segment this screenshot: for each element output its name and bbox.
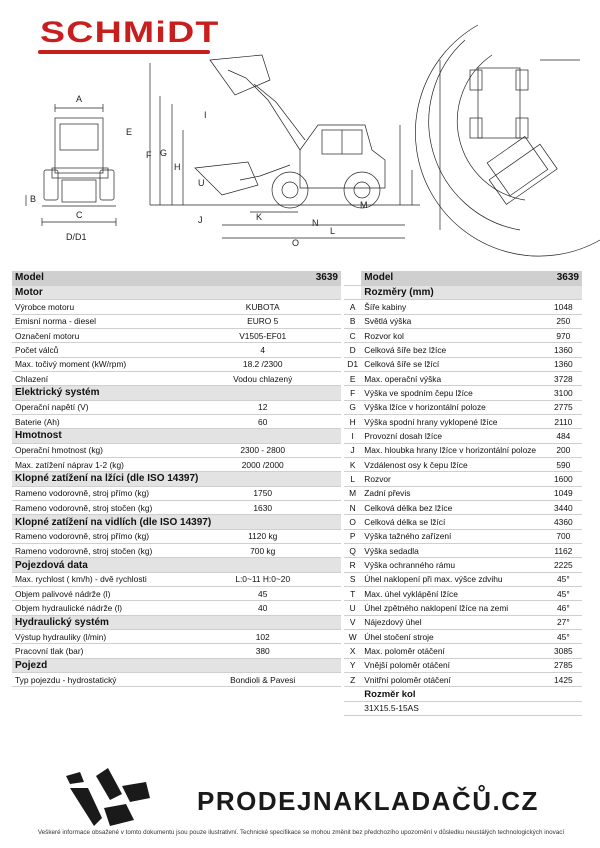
section-title: Motor bbox=[12, 285, 341, 299]
dimension-label: Max. hloubka hrany lžíce v horizontální poloze bbox=[361, 443, 544, 457]
dimension-letter: U bbox=[344, 601, 361, 615]
dimension-value: 2225 bbox=[545, 558, 582, 572]
dimension-letter: K bbox=[344, 457, 361, 471]
section-header bbox=[12, 515, 341, 529]
spec-value: 2300 - 2800 bbox=[184, 443, 341, 457]
dimension-value: 2775 bbox=[545, 400, 582, 414]
dimension-letter: A bbox=[344, 300, 361, 314]
spec-label: Typ pojezdu - hydrostatický bbox=[12, 673, 184, 687]
letter-spacer bbox=[344, 701, 361, 715]
dimension-label: Výška ve spodním čepu lžíce bbox=[361, 386, 544, 400]
dimension-value: 970 bbox=[545, 328, 582, 342]
dimension-letter: F bbox=[344, 386, 361, 400]
front-view bbox=[26, 104, 116, 226]
tire-value-row bbox=[344, 701, 582, 715]
section-header bbox=[12, 658, 341, 672]
dim-label-i: I bbox=[204, 110, 207, 120]
dimension-row bbox=[344, 558, 582, 572]
right-header-row bbox=[344, 271, 582, 285]
dimension-row bbox=[344, 386, 582, 400]
spec-label: Rameno vodorovně, stroj stočen (kg) bbox=[12, 544, 184, 558]
dimension-row bbox=[344, 371, 582, 385]
dimension-label: Celková šíře bez lžíce bbox=[361, 343, 544, 357]
tire-title: Rozměr kol bbox=[361, 687, 582, 701]
loader-drawing bbox=[0, 0, 600, 262]
spec-row bbox=[12, 457, 341, 471]
dimension-letter: O bbox=[344, 515, 361, 529]
dim-label-o: O bbox=[292, 238, 300, 248]
dimension-letter: S bbox=[344, 572, 361, 586]
dimension-letter: L bbox=[344, 472, 361, 486]
spec-row bbox=[12, 443, 341, 457]
footer-brand: PRODEJNAKLADAČŮ.CZ bbox=[197, 786, 539, 816]
dimension-label: Rozvor bbox=[361, 472, 544, 486]
dimension-label: Úhel stočení stroje bbox=[361, 630, 544, 644]
dimension-value: 700 bbox=[545, 529, 582, 543]
spec-value: 1120 kg bbox=[184, 529, 341, 543]
dimension-letter: T bbox=[344, 587, 361, 601]
dimension-label: Vzdálenost osy k čepu lžíce bbox=[361, 457, 544, 471]
spec-row bbox=[12, 544, 341, 558]
dimension-letter: D1 bbox=[344, 357, 361, 371]
spec-row bbox=[12, 673, 341, 687]
dimension-letter: W bbox=[344, 630, 361, 644]
spec-row bbox=[12, 501, 341, 515]
dimension-letter: I bbox=[344, 429, 361, 443]
brand-logo: SCHMiDT bbox=[40, 16, 220, 49]
spec-row bbox=[12, 644, 341, 658]
section-header bbox=[12, 285, 341, 299]
dim-label-u: U bbox=[198, 178, 205, 188]
dimension-row bbox=[344, 529, 582, 543]
dimension-letter: J bbox=[344, 443, 361, 457]
dim-label-dd1: D/D1 bbox=[66, 232, 87, 242]
dimension-row bbox=[344, 486, 582, 500]
dimension-value: 250 bbox=[545, 314, 582, 328]
spec-label: Operační napětí (V) bbox=[12, 400, 184, 414]
dimension-label: Provozní dosah lžíce bbox=[361, 429, 544, 443]
dimension-label: Zadní převis bbox=[361, 486, 544, 500]
spec-row bbox=[12, 587, 341, 601]
dimension-label: Úhel naklopení při max. výšce zdvihu bbox=[361, 572, 544, 586]
dimension-row bbox=[344, 572, 582, 586]
dimension-value: 2110 bbox=[545, 414, 582, 428]
spec-label: Rameno vodorovně, stroj přímo (kg) bbox=[12, 529, 184, 543]
dimension-row bbox=[344, 343, 582, 357]
dimension-row bbox=[344, 673, 582, 687]
spec-label: Rameno vodorovně, stroj stočen (kg) bbox=[12, 501, 184, 515]
dimension-letter: H bbox=[344, 414, 361, 428]
section-title: Klopné zatížení na lžíci (dle ISO 14397) bbox=[12, 472, 341, 486]
dimension-row bbox=[344, 300, 582, 314]
footer-logo-icon bbox=[66, 768, 150, 826]
dimension-value: 1600 bbox=[545, 472, 582, 486]
dim-label-h: H bbox=[174, 162, 181, 172]
dimension-letter: C bbox=[344, 328, 361, 342]
dimension-value: 1360 bbox=[545, 357, 582, 371]
dimension-row bbox=[344, 472, 582, 486]
dim-label-b: B bbox=[30, 194, 37, 204]
spec-value: 45 bbox=[184, 587, 341, 601]
left-header-model: Model bbox=[12, 271, 184, 285]
dimension-value: 2785 bbox=[545, 658, 582, 672]
section-header bbox=[12, 472, 341, 486]
spec-row bbox=[12, 371, 341, 385]
spec-value: 12 bbox=[184, 400, 341, 414]
section-title: Rozměry (mm) bbox=[361, 285, 582, 299]
top-view bbox=[415, 25, 600, 256]
dimension-label: Celková délka bez lžíce bbox=[361, 501, 544, 515]
dimension-row bbox=[344, 644, 582, 658]
spec-label: Operační hmotnost (kg) bbox=[12, 443, 184, 457]
spec-label: Objem hydraulické nádrže (l) bbox=[12, 601, 184, 615]
dimension-row bbox=[344, 457, 582, 471]
spec-label: Objem palivové nádrže (l) bbox=[12, 587, 184, 601]
dimension-letter: E bbox=[344, 371, 361, 385]
spec-label: Výrobce motoru bbox=[12, 300, 184, 314]
dimension-row bbox=[344, 544, 582, 558]
dim-label-l: L bbox=[330, 226, 336, 236]
spec-value: 60 bbox=[184, 414, 341, 428]
dimension-label: Rozvor kol bbox=[361, 328, 544, 342]
dimension-label: Výška ochranného rámu bbox=[361, 558, 544, 572]
dimension-label: Nájezdový úhel bbox=[361, 615, 544, 629]
dimension-row bbox=[344, 615, 582, 629]
dimension-letter: X bbox=[344, 644, 361, 658]
spec-value: 2000 /2000 bbox=[184, 457, 341, 471]
spec-row bbox=[12, 601, 341, 615]
dimension-value: 1162 bbox=[545, 544, 582, 558]
spec-value: 380 bbox=[184, 644, 341, 658]
spec-value: V1505-EF01 bbox=[184, 328, 341, 342]
dimension-letter: Z bbox=[344, 673, 361, 687]
spec-value: 4 bbox=[184, 343, 341, 357]
spec-table-left bbox=[12, 271, 341, 687]
dimension-label: Max. úhel vyklápění lžíce bbox=[361, 587, 544, 601]
spec-label: Chlazení bbox=[12, 371, 184, 385]
spec-label: Výstup hydrauliky (l/min) bbox=[12, 630, 184, 644]
dimension-value: 3728 bbox=[545, 371, 582, 385]
spec-label: Emisní norma - diesel bbox=[12, 314, 184, 328]
dimension-label: Šíře kabiny bbox=[361, 300, 544, 314]
dimension-row bbox=[344, 443, 582, 457]
dim-label-n: N bbox=[312, 218, 319, 228]
dimension-value: 1360 bbox=[545, 343, 582, 357]
dimension-row bbox=[344, 587, 582, 601]
section-title: Hydraulický systém bbox=[12, 615, 341, 629]
spec-label: Max. rychlost ( km/h) - dvě rychlosti bbox=[12, 572, 184, 586]
spec-row bbox=[12, 300, 341, 314]
dimension-row bbox=[344, 328, 582, 342]
dimension-value: 45° bbox=[545, 630, 582, 644]
spec-row bbox=[12, 357, 341, 371]
dimension-row bbox=[344, 601, 582, 615]
spec-value: 1630 bbox=[184, 501, 341, 515]
spec-label: Max. zatížení náprav 1-2 (kg) bbox=[12, 457, 184, 471]
dimension-letter: N bbox=[344, 501, 361, 515]
footer-disclaimer: Veškeré informace obsažené v tomto dokumentu jsou pouze ilustrativní. Technické specifikace se mohou změnit bez předchozího upozornění v důsledku neustálých technologických inovací bbox=[37, 829, 565, 836]
dimension-value: 1048 bbox=[545, 300, 582, 314]
spec-row bbox=[12, 572, 341, 586]
letter-spacer bbox=[344, 687, 361, 701]
dimension-row bbox=[344, 501, 582, 515]
dimension-label: Výška sedadla bbox=[361, 544, 544, 558]
dimension-value: 1425 bbox=[545, 673, 582, 687]
dimension-value: 27° bbox=[545, 615, 582, 629]
section-title: Pojezdová data bbox=[12, 558, 341, 572]
dimension-letter: M bbox=[344, 486, 361, 500]
spec-value: 40 bbox=[184, 601, 341, 615]
spec-value: 1750 bbox=[184, 486, 341, 500]
dimension-label: Vnější poloměr otáčení bbox=[361, 658, 544, 672]
section-title: Hmotnost bbox=[12, 429, 341, 443]
dimension-letter: R bbox=[344, 558, 361, 572]
dimension-value: 200 bbox=[545, 443, 582, 457]
spec-row bbox=[12, 486, 341, 500]
spec-label: Označení motoru bbox=[12, 328, 184, 342]
tire-value: 31X15.5-15AS bbox=[361, 701, 582, 715]
section-title: Pojezd bbox=[12, 658, 341, 672]
spec-value: EURO 5 bbox=[184, 314, 341, 328]
section-header bbox=[12, 386, 341, 400]
spec-value: L:0~11 H:0~20 bbox=[184, 572, 341, 586]
spec-value: 700 kg bbox=[184, 544, 341, 558]
spec-row bbox=[12, 400, 341, 414]
spec-label: Počet válců bbox=[12, 343, 184, 357]
dimension-value: 3440 bbox=[545, 501, 582, 515]
left-header-value: 3639 bbox=[184, 271, 341, 285]
letter-spacer bbox=[344, 285, 361, 299]
tire-title-row bbox=[344, 687, 582, 701]
section-header bbox=[12, 615, 341, 629]
dimension-row bbox=[344, 429, 582, 443]
dimension-value: 45° bbox=[545, 587, 582, 601]
dimension-value: 484 bbox=[545, 429, 582, 443]
dimension-row bbox=[344, 314, 582, 328]
dim-label-j: J bbox=[198, 215, 203, 225]
spec-row bbox=[12, 630, 341, 644]
dimension-value: 3100 bbox=[545, 386, 582, 400]
dimension-value: 590 bbox=[545, 457, 582, 471]
dimension-row bbox=[344, 400, 582, 414]
dimension-letter: G bbox=[344, 400, 361, 414]
section-header bbox=[12, 429, 341, 443]
dimension-label: Výška lžíce v horizontální poloze bbox=[361, 400, 544, 414]
spec-value: Vodou chlazený bbox=[184, 371, 341, 385]
dimension-letter: D bbox=[344, 343, 361, 357]
spec-row bbox=[12, 529, 341, 543]
dimension-row bbox=[344, 414, 582, 428]
dimension-label: Celková šíře se lžící bbox=[361, 357, 544, 371]
dim-label-g: G bbox=[160, 148, 168, 158]
side-view bbox=[150, 55, 420, 238]
spec-table-right bbox=[344, 271, 582, 716]
dim-label-e: E bbox=[126, 127, 133, 137]
spec-label: Pracovní tlak (bar) bbox=[12, 644, 184, 658]
spec-value: Bondioli & Pavesi bbox=[184, 673, 341, 687]
left-header-row bbox=[12, 271, 341, 285]
spec-row bbox=[12, 343, 341, 357]
spec-label: Max. točivý moment (kW/rpm) bbox=[12, 357, 184, 371]
spec-value: KUBOTA bbox=[184, 300, 341, 314]
dimension-label: Max. operační výška bbox=[361, 371, 544, 385]
spec-label: Rameno vodorovně, stroj přímo (kg) bbox=[12, 486, 184, 500]
dimension-value: 3085 bbox=[545, 644, 582, 658]
dimension-row bbox=[344, 357, 582, 371]
dimension-letter: Y bbox=[344, 658, 361, 672]
dimension-row bbox=[344, 630, 582, 644]
dimension-value: 45° bbox=[545, 572, 582, 586]
dimension-value: 46° bbox=[545, 601, 582, 615]
dimension-label: Max. poloměr otáčení bbox=[361, 644, 544, 658]
dimension-label: Výška tažného zařízení bbox=[361, 529, 544, 543]
spec-label: Baterie (Ah) bbox=[12, 414, 184, 428]
dim-label-c: C bbox=[76, 210, 83, 220]
section-header bbox=[12, 558, 341, 572]
dimension-letter: P bbox=[344, 529, 361, 543]
spec-value: 102 bbox=[184, 630, 341, 644]
dimension-letter: V bbox=[344, 615, 361, 629]
spec-row bbox=[12, 414, 341, 428]
spec-row bbox=[12, 328, 341, 342]
dimension-label: Výška spodní hrany vyklopené lžíce bbox=[361, 414, 544, 428]
dimension-letter: Q bbox=[344, 544, 361, 558]
section-title: Elektrický systém bbox=[12, 386, 341, 400]
dimension-label: Celková délka se lžící bbox=[361, 515, 544, 529]
dimension-value: 1049 bbox=[545, 486, 582, 500]
dimension-row bbox=[344, 658, 582, 672]
dim-label-m: M bbox=[360, 200, 368, 210]
dimension-letter: B bbox=[344, 314, 361, 328]
dimension-label: Světlá výška bbox=[361, 314, 544, 328]
dimension-label: Úhel zpětného naklopení lžíce na zemi bbox=[361, 601, 544, 615]
letter-spacer bbox=[344, 271, 361, 285]
right-header-value: 3639 bbox=[545, 271, 582, 285]
right-header-model: Model bbox=[361, 271, 544, 285]
section-header bbox=[344, 285, 582, 299]
dim-label-k: K bbox=[256, 212, 263, 222]
dimension-label: Vnitřní poloměr otáčení bbox=[361, 673, 544, 687]
section-title: Klopné zatížení na vidlích (dle ISO 14397) bbox=[12, 515, 341, 529]
dimension-row bbox=[344, 515, 582, 529]
spec-row bbox=[12, 314, 341, 328]
dim-label-f: F bbox=[146, 150, 152, 160]
spec-value: 18.2 /2300 bbox=[184, 357, 341, 371]
dimension-value: 4360 bbox=[545, 515, 582, 529]
dim-label-a: A bbox=[76, 94, 83, 104]
